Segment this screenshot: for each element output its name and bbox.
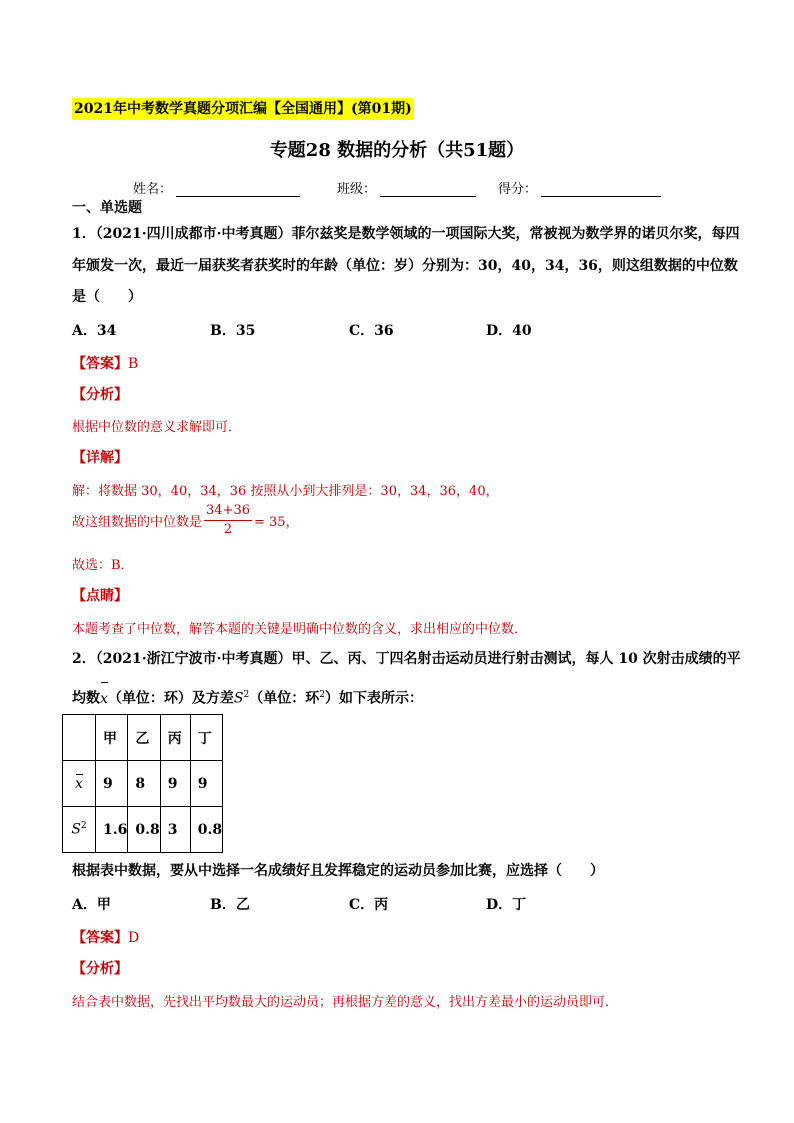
- table-cell: 3: [160, 807, 190, 853]
- table-cell: 0.8: [190, 807, 222, 853]
- unit-sup: 2: [319, 690, 325, 700]
- q1-answer-tag: 【答案】: [72, 356, 128, 372]
- table-cell: 9: [190, 761, 222, 807]
- q2-option-d: D．丁: [486, 897, 527, 913]
- q1-comment: 本题考查了中位数，解答本题的关键是明确中位数的含义，求出相应的中位数．: [72, 622, 528, 637]
- q1-option-a: A．34: [72, 323, 117, 339]
- q1-median-text: 故这组数据的中位数是: [72, 515, 203, 530]
- q2-option-b: B．乙: [210, 897, 250, 913]
- mean-row-symbol: x: [75, 775, 83, 792]
- q1-line2: 年颁发一次，最近一届获奖者获奖时的年龄（单位：岁）分别为：30，40，34，36，则这组数据的中位数: [72, 258, 738, 274]
- table-header-cell: 丙: [160, 715, 190, 761]
- variance-row-symbol: S: [71, 821, 81, 838]
- table-cell: 0.8: [128, 807, 160, 853]
- median-fraction: [204, 502, 252, 539]
- variance-row-sup: 2: [80, 821, 87, 832]
- q1-comment-tag: 【点睛】: [72, 588, 128, 604]
- q2-analysis: 结合表中数据，先找出平均数最大的运动员；再根据方差的意义，找出方差最小的运动员即可．: [72, 995, 619, 1010]
- table-header-cell: 甲: [96, 715, 128, 761]
- table-row-variance: [63, 807, 223, 853]
- table-cell: 9: [96, 761, 128, 807]
- q2-line2-end: ）如下表所示：: [324, 690, 423, 707]
- q1-detail-line2: [72, 502, 299, 539]
- q1-detail-tag: 【详解】: [72, 450, 128, 466]
- table-header-cell: 丁: [190, 715, 222, 761]
- class-field[interactable]: [337, 178, 476, 197]
- table-row-mean: [63, 761, 223, 807]
- table-cell: 8: [128, 761, 160, 807]
- scores-table: [62, 714, 223, 853]
- name-field[interactable]: [133, 178, 300, 197]
- q1-option-d: D．40: [486, 323, 532, 339]
- q1-line1: 1．（2021·四川成都市·中考真题）菲尔兹奖是数学领域的一项国际大奖，常被视为数学界的诺贝尔奖，每四: [72, 226, 740, 242]
- q1-median-result: = 35，: [254, 515, 299, 530]
- table-cell: 9: [160, 761, 190, 807]
- q2-option-a: A．甲: [72, 897, 111, 913]
- q1-answer-value: B: [128, 356, 139, 372]
- score-field[interactable]: [498, 178, 661, 197]
- q1-answer: [72, 353, 138, 373]
- section-title: 一、单选题: [72, 200, 142, 216]
- q1-option-c: C．36: [349, 323, 394, 339]
- q2-answer: [72, 927, 139, 947]
- series-banner: 2021年中考数学真题分项汇编【全国通用】(第01期): [72, 98, 414, 120]
- table-cell: 1.6: [96, 807, 128, 853]
- score-label: 得分：: [498, 182, 538, 197]
- name-label: 姓名：: [133, 182, 173, 197]
- q2-line2: [72, 680, 423, 714]
- table-corner-cell: [63, 715, 96, 761]
- fraction-denominator: 2: [223, 522, 233, 537]
- q1-detail-line3: 故选：B．: [72, 558, 134, 573]
- q2-unit2-text: （单位：环: [249, 690, 320, 707]
- q1-detail-line1: 解：将数据 30，40，34，36 按照从小到大排列是：30，34，36，40，: [72, 484, 499, 499]
- q2-line1: 2．（2021·浙江宁波市·中考真题）甲、乙、丙、丁四名射击运动员进行射击测试，每人 10 次射击成绩的平: [72, 651, 741, 667]
- score-underline[interactable]: [541, 184, 661, 197]
- q2-question: 根据表中数据，要从中选择一名成绩好且发挥稳定的运动员参加比赛，应选择（ ）: [72, 863, 604, 879]
- class-label: 班级：: [337, 182, 377, 197]
- q2-answer-tag: 【答案】: [72, 930, 128, 946]
- q1-analysis: 根据中位数的意义求解即可．: [72, 420, 242, 435]
- class-underline[interactable]: [380, 184, 476, 197]
- q2-unit-text: （单位：环）及方差: [107, 690, 234, 707]
- q2-analysis-tag: 【分析】: [72, 961, 128, 977]
- q1-option-b: B．35: [210, 323, 256, 339]
- q2-answer-value: D: [128, 930, 140, 946]
- fraction-numerator: 34+36: [204, 502, 252, 521]
- name-underline[interactable]: [176, 184, 300, 197]
- mean-symbol: x: [100, 684, 108, 714]
- variance-sup: 2: [243, 690, 250, 700]
- table-header-cell: 乙: [128, 715, 160, 761]
- variance-symbol: S: [233, 690, 244, 707]
- q2-option-c: C．丙: [349, 897, 389, 913]
- table-header-row: [63, 715, 223, 761]
- mean-row-label: [63, 761, 96, 807]
- q2-mean-label: 均数: [72, 690, 100, 707]
- q1-analysis-tag: 【分析】: [72, 387, 128, 403]
- q1-line3: 是（ ）: [72, 289, 142, 305]
- variance-row-label: [63, 807, 96, 853]
- page-title: 专题28 数据的分析（共51题）: [269, 140, 525, 161]
